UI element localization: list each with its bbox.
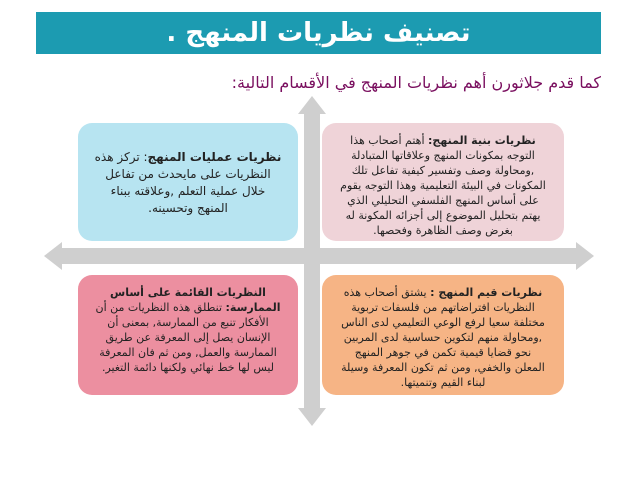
slide-subtitle: كما قدم جلاثورن أهم نظريات المنهج في الأقسام التالية:	[231, 73, 601, 92]
arrow-right-icon	[576, 242, 594, 270]
title-bar	[36, 12, 601, 54]
arrow-up-icon	[298, 96, 326, 114]
card-practice-heading: النظريات القائمة على أساس الممارسة:	[110, 286, 281, 314]
arrow-left-icon	[44, 242, 62, 270]
card-values-body: يشتق أصحاب هذه النظريات افتراضاتهم من فلسفات تربوية مختلفة سعيا لرفع الوعي التعليمي لدى الناس ,ومحاولة منهم لتكوين حساسية لدى المربين نحو قضايا قيمية تكمن في جوهر المنهج المعلن والخفي, ومن ثم تكون المعرفة وسيلة لبناء القيم وتنميتها.	[341, 286, 545, 389]
arrow-down-icon	[298, 408, 326, 426]
card-process-heading: نظريات عمليات المنهج	[147, 150, 282, 164]
card-process-body: : تركز هذه النظريات على مايحدث من تفاعل خلال عملية التعلم ,وعلاقته ببناء المنهج وتحسينه.	[94, 150, 271, 215]
card-values-theories	[322, 275, 564, 395]
card-practice-theories	[78, 275, 298, 395]
slide-title: تصنيف نظريات المنهج .	[166, 18, 471, 48]
card-structure-body: أهتم أصحاب هذا التوجه بمكونات المنهج وعلاقاتها المتبادلة ,ومحاولة وصف وتفسير كيفية تفاعل تلك المكونات في البيئة التعليمية وهذا التوجه يقوم على أساس المنهج الفلسفي التحليلي الذي يهتم بتحليل الموضوع إلى أجزائه المكونة له بغرض وصف الظاهرة وفحصها.	[340, 134, 546, 237]
horizontal-axis	[60, 248, 578, 264]
card-process-theories	[78, 123, 298, 241]
card-structure-heading: نظريات بنية المنهج:	[428, 134, 536, 147]
card-values-heading: نظريات قيم المنهج :	[430, 286, 543, 299]
card-structure-theories	[322, 123, 564, 241]
card-practice-body: تنطلق هذه النظريات من أن الأفكار تنبع من الممارسة, بمعنى أن الإنسان يصل إلى المعرفة عن طريق الممارسة والعمل, ومن ثم فان المعرفة ليس لها خط نهائي ولكنها دائمة التغير.	[95, 301, 277, 374]
